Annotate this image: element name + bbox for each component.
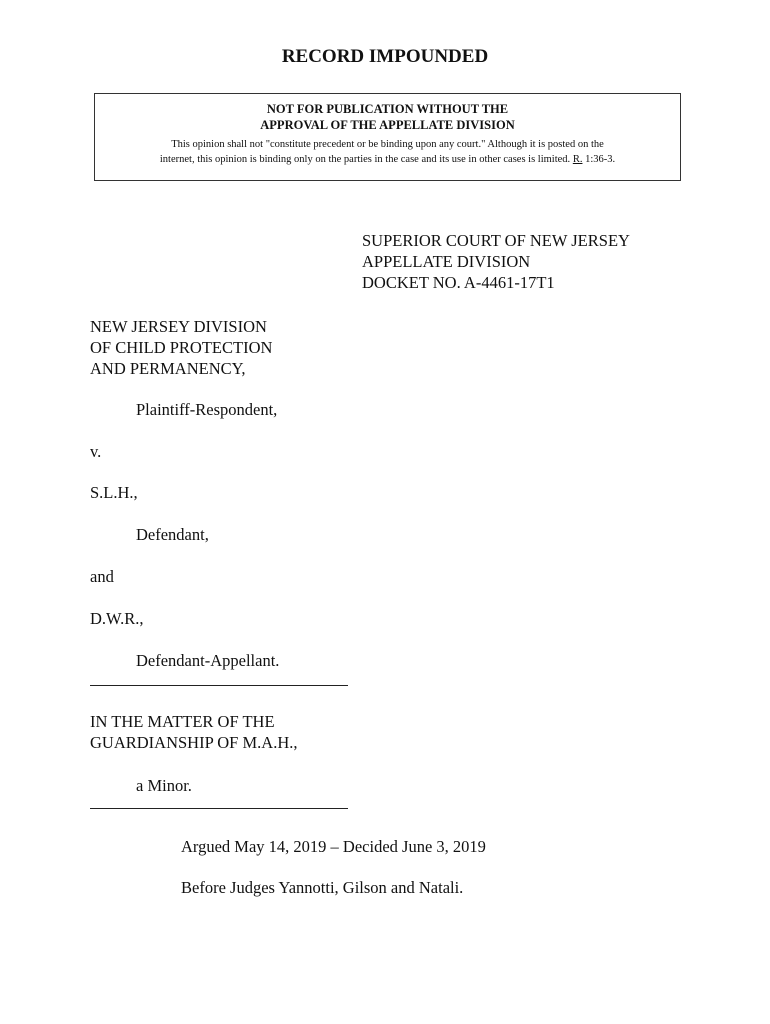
notice-heading-line-1: NOT FOR PUBLICATION WITHOUT THE — [266, 102, 509, 116]
court-name: SUPERIOR COURT OF NEW JERSEY — [362, 231, 630, 250]
matter-caption — [90, 711, 298, 753]
matter-caption-line-2: GUARDIANSHIP OF M.A.H., — [90, 733, 298, 752]
notice-body-line-2 — [95, 152, 680, 167]
court-block — [362, 230, 630, 293]
docket-number: DOCKET NO. A-4461-17T1 — [362, 273, 555, 292]
defendant-2-role: Defendant-Appellant. — [136, 651, 280, 670]
conjunction-and: and — [90, 567, 114, 586]
plaintiff-name — [90, 316, 272, 379]
rule-reference-prefix: R. — [572, 154, 583, 165]
notice-body-line-2-text: internet, this opinion is binding only on the parties in the case and its use in other cases is limited. — [159, 154, 571, 165]
notice-body — [95, 137, 680, 167]
plaintiff-role: Plaintiff-Respondent, — [136, 400, 278, 419]
caption-divider-1 — [90, 685, 348, 686]
plaintiff-name-line-3: AND PERMANENCY, — [90, 359, 246, 378]
argued-decided-dates: Argued May 14, 2019 – Decided June 3, 2019 — [181, 837, 486, 856]
caption-divider-2 — [90, 808, 348, 809]
publication-notice-box — [94, 93, 681, 181]
panel-judges: Before Judges Yannotti, Gilson and Natali. — [181, 878, 464, 897]
document-title: RECORD IMPOUNDED — [281, 46, 489, 67]
matter-caption-line-1: IN THE MATTER OF THE — [90, 712, 275, 731]
defendant-2-name: D.W.R., — [90, 609, 144, 628]
notice-body-line-1: This opinion shall not "constitute precedent or be binding upon any court." Although it is posted on the — [171, 139, 604, 150]
minor-designation: a Minor. — [136, 776, 192, 795]
plaintiff-name-line-2: OF CHILD PROTECTION — [90, 338, 273, 357]
court-division: APPELLATE DIVISION — [362, 252, 531, 271]
notice-heading-line-2: APPROVAL OF THE APPELLATE DIVISION — [260, 118, 515, 132]
defendant-1-role: Defendant, — [136, 525, 209, 544]
plaintiff-name-line-1: NEW JERSEY DIVISION — [90, 317, 267, 336]
rule-reference-number: 1:36-3. — [585, 154, 616, 165]
versus: v. — [90, 442, 102, 461]
defendant-1-name: S.L.H., — [90, 483, 138, 502]
